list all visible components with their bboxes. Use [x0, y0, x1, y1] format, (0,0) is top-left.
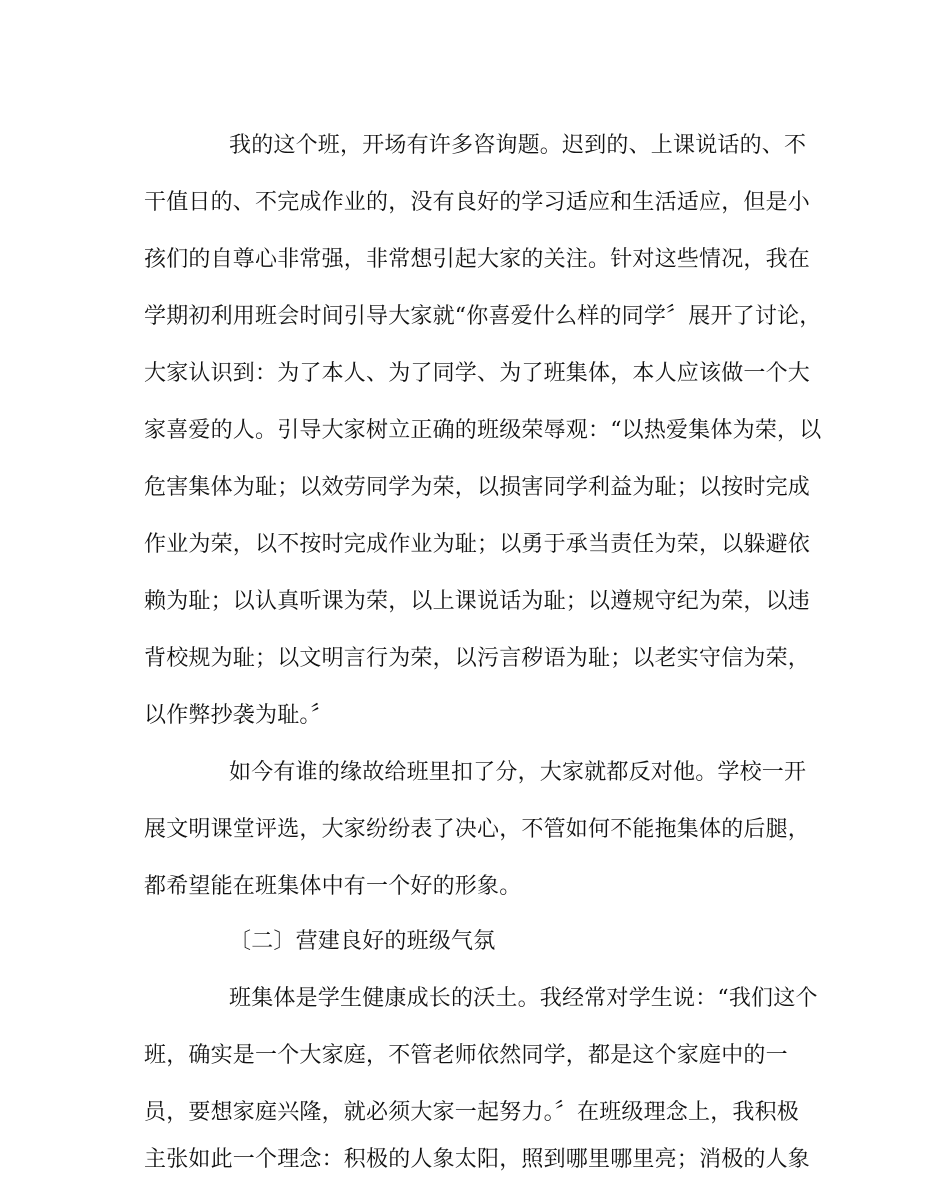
text-line: 大家认识到：为了本人、为了同学、为了班集体，本人应该做一个大	[144, 361, 811, 386]
text-line: 危害集体为耻；以效劳同学为荣，以损害同学利益为耻；以按时完成	[144, 475, 811, 500]
text-line: 如今有谁的缘故给班里扣了分，大家就都反对他。学校一开	[229, 760, 807, 785]
text-line: 家喜爱的人。引导大家树立正确的班级荣辱观：“以热爱集体为荣，以	[144, 418, 822, 443]
text-line: 背校规为耻；以文明言行为荣，以污言秽语为耻；以老实守信为荣，	[144, 646, 811, 671]
text-line: 班集体是学生健康成长的沃土。我经常对学生说：“我们这个	[229, 986, 818, 1011]
text-line: 展文明课堂评选，大家纷纷表了决心，不管如何不能拖集体的后腿，	[144, 817, 811, 842]
text-line: 以作弊抄袭为耻。〞	[144, 703, 333, 728]
section-heading: 〔二〕营建良好的班级气氛	[229, 929, 496, 954]
text-line: 赖为耻；以认真听课为荣，以上课说话为耻；以遵规守纪为荣，以违	[144, 589, 811, 614]
text-line: 作业为荣，以不按时完成作业为耻；以勇于承当责任为荣，以躲避依	[144, 532, 811, 557]
text-line: 都希望能在班集体中有一个好的形象。	[144, 874, 522, 899]
text-line: 学期初利用班会时间引导大家就“你喜爱什么样的同学〞展开了讨论，	[144, 304, 822, 329]
text-line: 主张如此一个理念：积极的人象太阳，照到哪里哪里亮；消极的人象	[144, 1147, 811, 1172]
text-line: 员，要想家庭兴隆，就必须大家一起努力。〞在班级理念上，我积极	[144, 1100, 800, 1125]
text-line: 孩们的自尊心非常强，非常想引起大家的关注。针对这些情况，我在	[144, 247, 811, 272]
text-line: 干值日的、不完成作业的，没有良好的学习适应和生活适应，但是小	[144, 190, 811, 215]
text-line: 我的这个班，开场有许多咨询题。迟到的、上课说话的、不	[229, 133, 807, 158]
text-line: 班，确实是一个大家庭，不管老师依然同学，都是这个家庭中的一	[144, 1043, 788, 1068]
